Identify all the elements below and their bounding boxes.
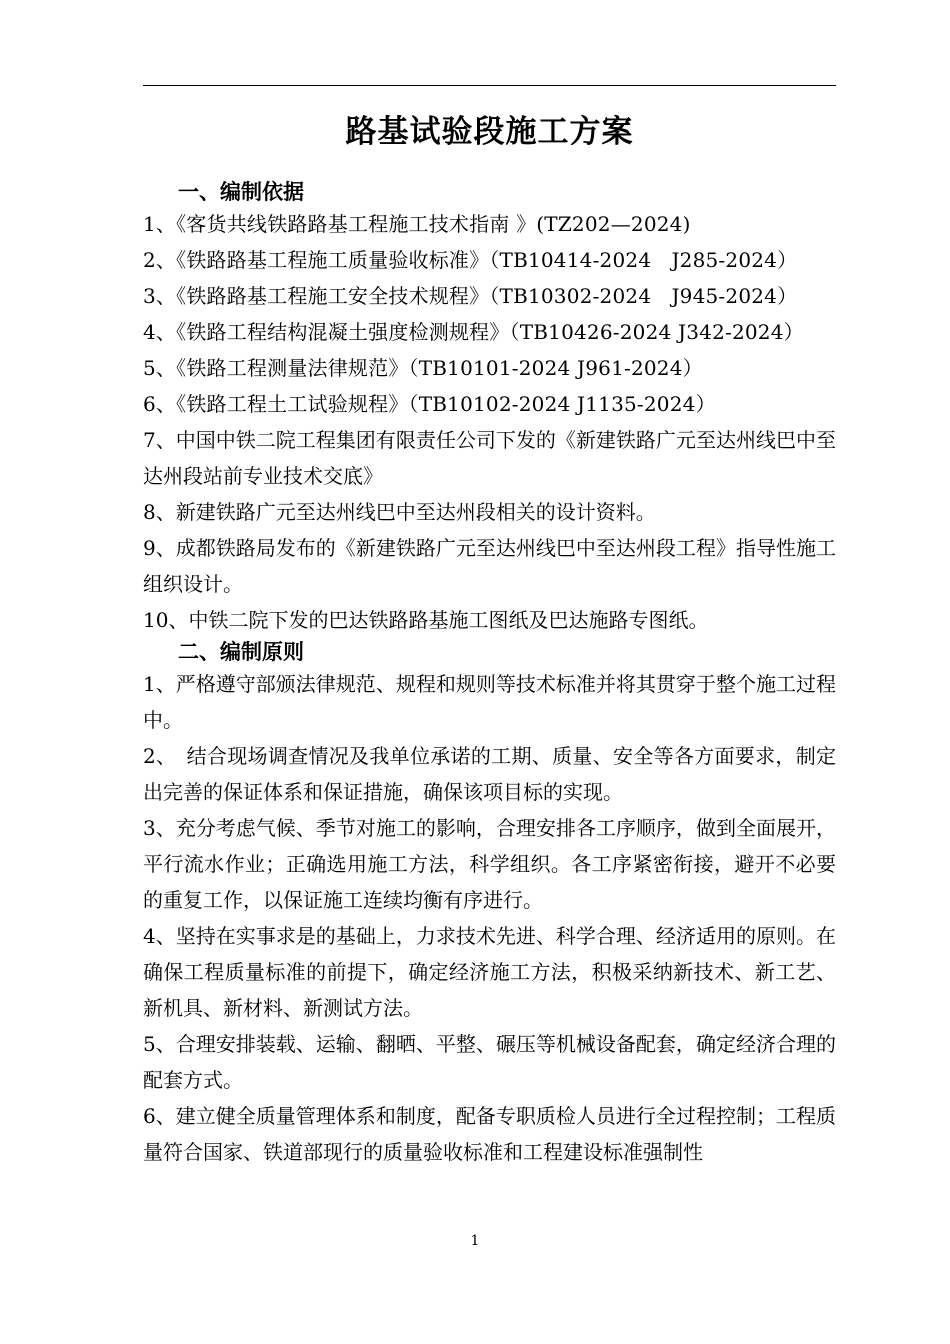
document-title: 路基试验段施工方案 bbox=[345, 114, 634, 150]
principle-item-2: 2、 结合现场调查情况及我单位承诺的工期、质量、安全等各方面要求，制定出完善的保证体系和保证措施，确保该项目标的实现。 bbox=[143, 744, 836, 804]
basis-item-9: 9、成都铁路局发布的《新建铁路广元至达州线巴中至达州段工程》指导性施工组织设计。 bbox=[143, 536, 836, 596]
basis-item-1: 1、《客货共线铁路路基工程施工技术指南 》(TZ202—2024) bbox=[143, 212, 691, 236]
header-rule bbox=[143, 85, 836, 86]
document-body bbox=[143, 178, 836, 1170]
basis-item-6: 6、《铁路工程土工试验规程》（TB10102-2024 J1135-2024） bbox=[143, 392, 716, 416]
section-heading-principles: 二、编制原则 bbox=[178, 640, 304, 664]
basis-item-8: 8、新建铁路广元至达州线巴中至达州段相关的设计资料。 bbox=[143, 500, 656, 524]
principle-item-6: 6、建立健全质量管理体系和制度，配备专职质检人员进行全过程控制；工程质量符合国家、铁道部现行的质量验收标准和工程建设标准强制性 bbox=[143, 1104, 836, 1164]
basis-item-3: 3、《铁路路基工程施工安全技术规程》（TB10302-2024 J945-2024） bbox=[143, 284, 798, 308]
page-number: 1 bbox=[470, 1233, 480, 1249]
basis-item-10: 10、中铁二院下发的巴达铁路路基施工图纸及巴达施路专图纸。 bbox=[143, 608, 709, 632]
basis-item-4: 4、《铁路工程结构混凝土强度检测规程》（TB10426-2024 J342-2024） bbox=[143, 320, 804, 344]
principle-item-3: 3、充分考虑气候、季节对施工的影响，合理安排各工序顺序，做到全面展开，平行流水作业；正确选用施工方法，科学组织。各工序紧密衔接，避开不必要的重复工作，以保证施工连续均衡有序进行。 bbox=[143, 816, 836, 912]
basis-item-7: 7、中国中铁二院工程集团有限责任公司下发的《新建铁路广元至达州线巴中至达州段站前专业技术交底》 bbox=[143, 428, 836, 488]
principle-item-1: 1、严格遵守部颁法律规范、规程和规则等技术标准并将其贯穿于整个施工过程中。 bbox=[143, 672, 836, 732]
principle-item-5: 5、合理安排装载、运输、翻晒、平整、碾压等机械设备配套，确定经济合理的配套方式。 bbox=[143, 1032, 836, 1092]
basis-item-2: 2、《铁路路基工程施工质量验收标准》（TB10414-2024 J285-2024） bbox=[143, 248, 798, 272]
section-heading-basis: 一、编制依据 bbox=[178, 180, 304, 204]
basis-item-5: 5、《铁路工程测量法律规范》（TB10101-2024 J961-2024） bbox=[143, 356, 703, 380]
principle-item-4: 4、坚持在实事求是的基础上，力求技术先进、科学合理、经济适用的原则。在确保工程质量标准的前提下，确定经济施工方法，积极采纳新技术、新工艺、新机具、新材料、新测试方法。 bbox=[143, 924, 836, 1020]
